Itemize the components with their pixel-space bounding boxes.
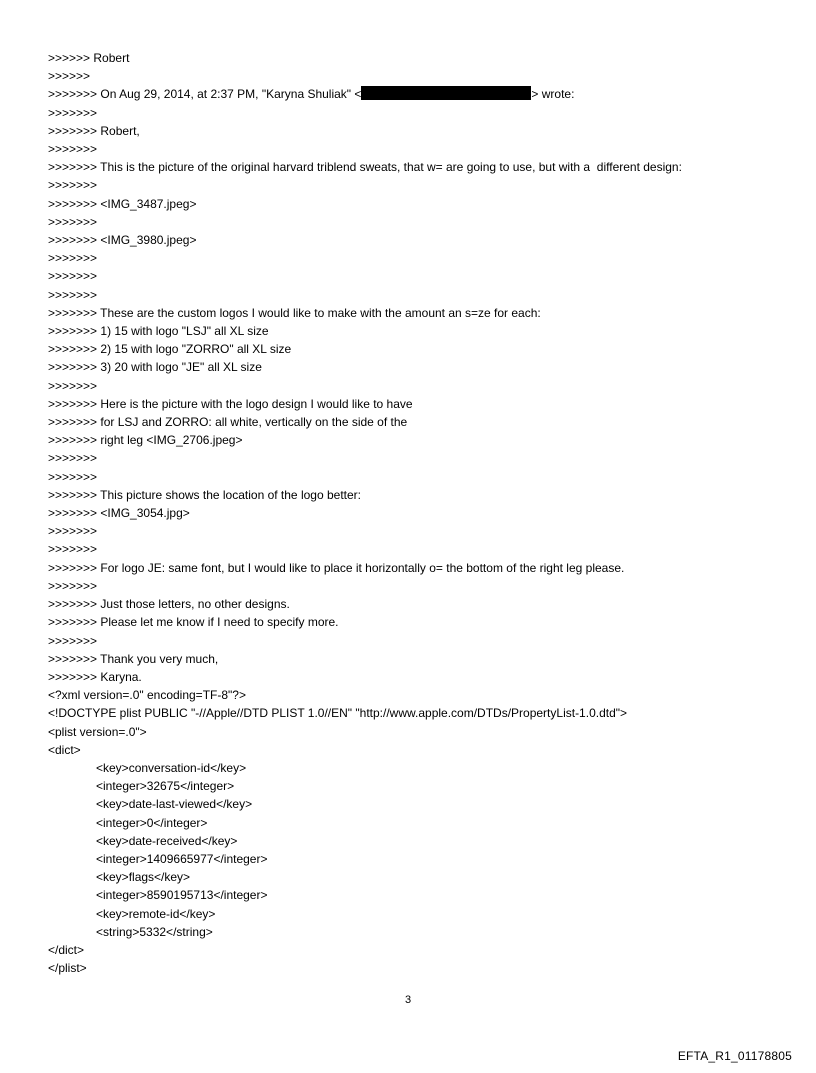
text-line: >>>>>>> 3) 20 with logo "JE" all XL size xyxy=(48,360,262,375)
text-line: <!DOCTYPE plist PUBLIC "-//Apple//DTD PLIST 1.0//EN" "http://www.apple.com/DTDs/PropertyList-1.0.dtd"> xyxy=(48,706,628,721)
text-line: >>>>>>> xyxy=(48,451,98,466)
text-line: >>>>>>> Robert, xyxy=(48,123,140,138)
text-line: >>>>>>> xyxy=(48,269,98,284)
plist-line: <integer>1409665977</integer> xyxy=(96,851,268,866)
page-number: 3 xyxy=(404,994,412,1006)
plist-line: <integer>32675</integer> xyxy=(96,779,235,794)
text-line: >>>>>>> xyxy=(48,287,98,302)
text-line: >>>>>>> This picture shows the location of the logo better: xyxy=(48,487,361,502)
text-line: >>>>>>> xyxy=(48,469,98,484)
plist-line: <key>date-received</key> xyxy=(96,833,238,848)
text-line: >>>>>>> xyxy=(48,542,98,557)
text-line: >>>>>>> 1) 15 with logo "LSJ" all XL size xyxy=(48,324,269,339)
header-line-end: > wrote: xyxy=(531,87,575,102)
text-line: >>>>>>> <IMG_3054.jpg> xyxy=(48,506,190,521)
text-line: >>>>>>> Here is the picture with the logo design I would like to have xyxy=(48,396,413,411)
text-line: >>>>>>> xyxy=(48,578,98,593)
text-line: <dict> xyxy=(48,742,81,757)
text-line: <plist version=.0"> xyxy=(48,724,147,739)
text-line: >>>>>>> Please let me know if I need to specify more. xyxy=(48,615,339,630)
text-line: >>>>>>> xyxy=(48,378,98,393)
text-line: <?xml version=.0" encoding=TF-8"?> xyxy=(48,688,246,703)
text-line: >>>>>>> <IMG_3980.jpeg> xyxy=(48,233,197,248)
text-line: >>>>>>> xyxy=(48,105,98,120)
text-line: >>>>>>> xyxy=(48,214,98,229)
text-line: >>>>>>> xyxy=(48,251,98,266)
plist-line: <key>remote-id</key> xyxy=(96,906,216,921)
plist-line: <integer>8590195713</integer> xyxy=(96,888,268,903)
text-line: >>>>>>> xyxy=(48,178,98,193)
text-line: >>>>>>> Karyna. xyxy=(48,669,142,684)
text-line: >>>>>>> xyxy=(48,142,98,157)
plist-line: <key>date-last-viewed</key> xyxy=(96,797,253,812)
text-line: >>>>>> xyxy=(48,69,91,84)
plist-line: <string>5332</string> xyxy=(96,924,213,939)
text-line: >>>>>>> These are the custom logos I would like to make with the amount an s=ze for each: xyxy=(48,305,541,320)
text-line: </plist> xyxy=(48,961,87,976)
text-line: >>>>>>> Thank you very much, xyxy=(48,651,219,666)
text-line: >>>>>>> <IMG_3487.jpeg> xyxy=(48,196,197,211)
plist-line: <integer>0</integer> xyxy=(96,815,208,830)
email-body xyxy=(48,49,778,977)
header-line-start: >>>>>>> On Aug 29, 2014, at 2:37 PM, "Karyna Shuliak" < xyxy=(48,87,362,102)
header-line xyxy=(48,85,778,103)
redaction-box xyxy=(361,86,531,100)
text-line: >>>>>>> right leg <IMG_2706.jpeg> xyxy=(48,433,243,448)
text-line: >>>>>> Robert xyxy=(48,51,130,65)
plist-line: <key>flags</key> xyxy=(96,870,191,885)
document-id: EFTA_R1_01178805 xyxy=(677,1049,792,1063)
text-line: >>>>>>> This is the picture of the original harvard triblend sweats, that w= are going to use, but with a different design: xyxy=(48,160,682,175)
text-line: >>>>>>> Just those letters, no other designs. xyxy=(48,597,290,612)
text-line: >>>>>>> for LSJ and ZORRO: all white, vertically on the side of the xyxy=(48,415,408,430)
text-line: </dict> xyxy=(48,942,85,957)
text-line: >>>>>>> For logo JE: same font, but I would like to place it horizontally o= the bottom of the right leg please. xyxy=(48,560,625,575)
text-line: >>>>>>> xyxy=(48,633,98,648)
text-line: >>>>>>> xyxy=(48,524,98,539)
plist-line: <key>conversation-id</key> xyxy=(96,760,247,775)
text-line: >>>>>>> 2) 15 with logo "ZORRO" all XL size xyxy=(48,342,292,357)
